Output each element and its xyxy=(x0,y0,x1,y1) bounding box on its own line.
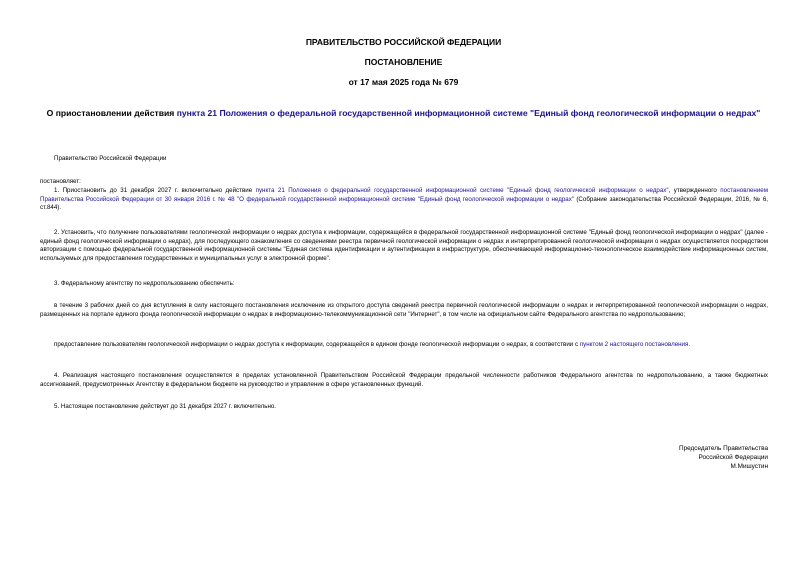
paragraph-3: 3. Федеральному агентству по недропользованию обеспечить: xyxy=(54,280,235,287)
p1-text-c: (Собрание законодательства Российской Федерации, 2016, № 6, ст.844). xyxy=(40,195,768,212)
paragraph-3a: в течение 3 рабочих дней со дня вступления в силу настоящего постановления исключение из открытого доступа сведений реестра первичной геологической информации о недрах и интерпретированной геологической информации о недрах, размещенных на портале единого фонда геологической информации о недрах в информационно-телекоммуникационной сети "Интернет", в том числе на официальном сайте Федерального агентства по недропользованию; xyxy=(40,302,768,318)
signature-name: М.Мишустин xyxy=(730,463,768,470)
org-heading: ПРАВИТЕЛЬСТВО РОССИЙСКОЙ ФЕДЕРАЦИИ xyxy=(305,37,502,47)
title-prefix: О приостановлении действия xyxy=(46,108,177,118)
p1-text-b: , утвержденного xyxy=(668,187,721,194)
signature-block xyxy=(568,444,768,471)
p3b-text: предоставление пользователям геологической информации о недрах доступа к информации, содержащейся в едином фонде геологической информации о недрах, в соответствии с xyxy=(54,341,580,348)
paragraph-3b xyxy=(40,341,768,350)
p3b-end: . xyxy=(688,341,691,348)
paragraph-4: 4. Реализация настоящего постановления осуществляется в пределах установленной Правительством Российской Федерации предельной численности работников Федерального агентства по недропользованию, а также бюджетных ассигнований, предусмотренных Агентству в федеральном бюджете на руководство и управление в сфере установленных функций. xyxy=(40,372,768,388)
signature-position: Председатель Правительства xyxy=(679,445,768,452)
document-title xyxy=(40,108,767,119)
p1-text-a: 1. Приостановить до 31 декабря 2027 г. включительно действие xyxy=(54,187,256,194)
date-number: от 17 мая 2025 года № 679 xyxy=(348,77,459,87)
paragraph-5: 5. Настоящее постановление действует до 31 декабря 2027 г. включительно. xyxy=(54,403,277,410)
paragraph-1 xyxy=(40,187,768,213)
title-link[interactable]: пункта 21 Положения о федеральной государственной информационной системе "Единый фонд геологической информации о недрах" xyxy=(176,108,761,118)
p1-link-resolution[interactable]: постановлением Правительства Российской Федерации от 30 января 2016 г. № 48 "О федеральной государственной информационной системе "Единый фонд геологической информации о недрах" xyxy=(40,187,768,203)
p1-link-clause[interactable]: пункта 21 Положения о федеральной государственной информационной системе "Единый фонд геологической информации о недрах" xyxy=(255,187,669,194)
decrees-paragraph: постановляет: xyxy=(40,178,81,185)
doc-type-heading: ПОСТАНОВЛЕНИЕ xyxy=(364,57,443,67)
signature-country: Российской Федерации xyxy=(698,454,768,461)
intro-paragraph: Правительство Российской Федерации xyxy=(54,155,167,162)
p3b-link[interactable]: пунктом 2 настоящего постановления xyxy=(579,341,689,348)
paragraph-2: 2. Установить, что получение пользователями геологической информации о недрах доступа к информации, содержащейся в федеральной государственной информационной системе "Единый фонд геологической информации о недрах" (далее - единый фонд геологической информации о недрах), для последующего ознакомления со сведениями реестра первичной геологической информации о недрах и интерпретированной геологической информации о недрах осуществляется посредством авторизации с помощью федеральной государственной информационной системы "Единая система идентификации и аутентификации в инфраструктуре, обеспечивающей информационно-технологическое взаимодействие информационных систем, используемых для предоставления государственных и муниципальных услуг в электронной форме". xyxy=(40,229,768,263)
